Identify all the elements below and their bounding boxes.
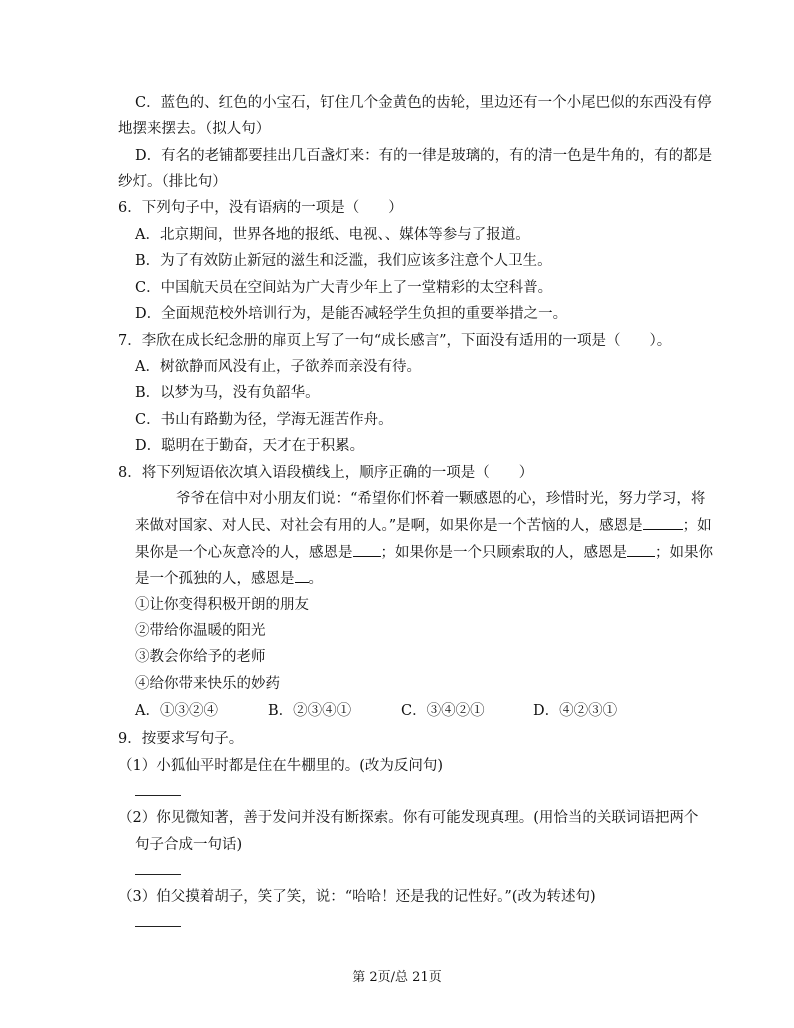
option-c-line-1: C．蓝色的、红色的小宝石，钉住几个金黄色的齿轮，里边还有一个小尾巴似的东西没有停: [135, 95, 712, 111]
page-footer: 第 2页/总 21页: [352, 970, 442, 985]
option-c-line-2: 地摆来摆去。（拟人句）: [118, 121, 271, 137]
question-7-option-a: A．树欲静而风没有止，子欲养而亲没有待。: [135, 359, 421, 375]
blank-1: [643, 515, 683, 530]
question-8-stem: 8．将下列短语依次填入语段横线上，顺序正确的一项是（ ）: [118, 465, 534, 481]
question-6-option-d: D．全面规范校外培训行为，是能否减轻学生负担的重要举措之一。: [135, 306, 568, 322]
question-8-paragraph-line-3: [135, 542, 713, 563]
option-d-line-2: 纱灯。（排比句）: [118, 174, 227, 190]
paragraph-text: ；如: [682, 518, 712, 534]
phrase-item-4: ④给你带来快乐的妙药: [135, 676, 280, 692]
blank-2: [353, 542, 381, 557]
question-6-stem: 6．下列句子中，没有语病的一项是（ ）: [118, 200, 403, 216]
blank-4: [295, 568, 309, 583]
paragraph-text: ；如果你: [655, 545, 713, 561]
question-9-sub-2-line-2: 句子合成一句话): [135, 837, 243, 853]
answer-line-1[interactable]: [135, 795, 181, 796]
question-7-option-b: B．以梦为马，没有负韶华。: [135, 385, 320, 401]
question-9-sub-1: （1）小狐仙平时都是住在牛棚里的。(改为反问句): [118, 758, 444, 774]
question-9-sub-2-line-1: （2）你见微知著，善于发问并没有断探索。你有可能发现真理。(用恰当的关联词语把两个: [118, 810, 699, 826]
paragraph-text: 果你是一个心灰意冷的人，感恩是: [135, 545, 353, 561]
paragraph-text: ；如果你是一个只顾索取的人，感恩是: [380, 545, 627, 561]
paragraph-text: 来做对国家、对人民、对社会有用的人。”是啊，如果你是一个苦恼的人，感恩是: [135, 518, 643, 534]
option-d-line-1: D．有名的老铺都要挂出几百盏灯来：有的一律是玻璃的，有的清一色是牛角的，有的都是: [135, 148, 713, 164]
paragraph-text: 。: [308, 571, 323, 587]
question-7-option-c: C．书山有路勤为径，学海无涯苦作舟。: [135, 412, 393, 428]
phrase-item-3: ③教会你给予的老师: [135, 649, 266, 665]
question-9-stem: 9．按要求写句子。: [118, 731, 244, 747]
question-8-choice-d: D．④②③①: [533, 703, 618, 719]
question-8-paragraph-line-1: 爷爷在信中对小朋友们说：“希望你们怀着一颗感恩的心，珍惜时光，努力学习，将: [176, 491, 706, 507]
question-6-option-a: A．北京期间，世界各地的报纸、电视、、媒体等参与了报道。: [135, 227, 530, 243]
question-8-paragraph-line-2: [135, 515, 712, 536]
question-8-choice-a: A．①③②④: [135, 703, 218, 719]
blank-3: [627, 542, 655, 557]
question-6-option-b: B．为了有效防止新冠的滋生和泛滥，我们应该多注意个人卫生。: [135, 253, 552, 269]
answer-line-3[interactable]: [135, 926, 181, 927]
answer-line-2[interactable]: [135, 874, 181, 875]
question-7-stem: 7．李欣在成长纪念册的扉页上写了一句“成长感言”，下面没有适用的一项是（ ）。: [118, 333, 672, 349]
question-9-sub-3: （3）伯父摸着胡子，笑了笑，说：“哈哈！还是我的记性好。”(改为转述句): [118, 889, 596, 905]
question-7-option-d: D．聪明在于勤奋，天才在于积累。: [135, 438, 365, 454]
paragraph-text: 是一个孤独的人，感恩是: [135, 571, 295, 587]
question-6-option-c: C．中国航天员在空间站为广大青少年上了一堂精彩的太空科普。: [135, 280, 553, 296]
question-8-paragraph-line-4: [135, 568, 323, 589]
question-8-choice-c: C．③④②①: [401, 703, 485, 719]
phrase-item-1: ①让你变得积极开朗的朋友: [135, 597, 309, 613]
phrase-item-2: ②带给你温暖的阳光: [135, 623, 266, 639]
question-8-choice-b: B．②③④①: [268, 703, 352, 719]
